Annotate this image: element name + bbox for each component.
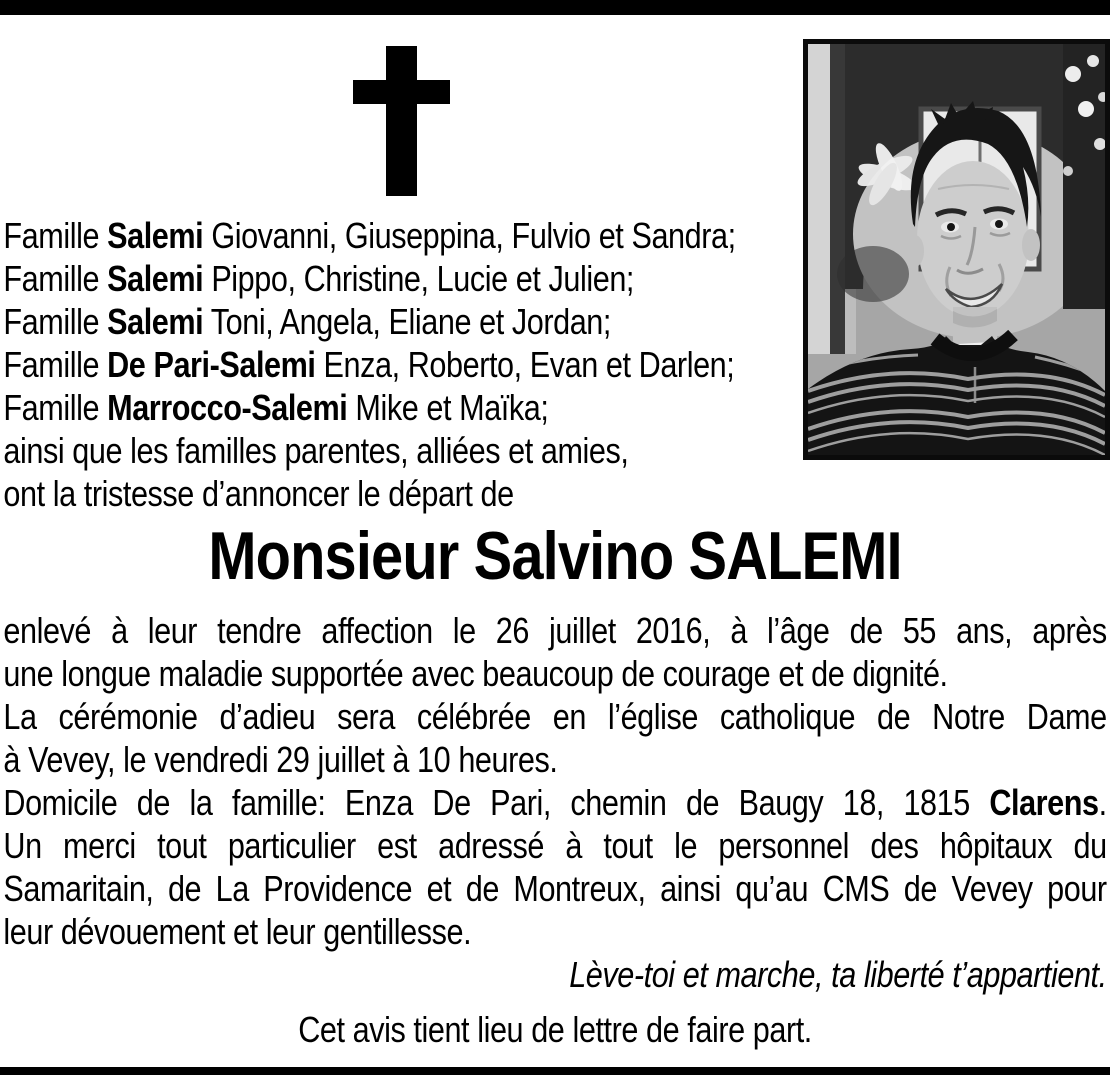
family-line-5 [3,386,1106,429]
deceased-name-title: Monsieur Salvino SALEMI [208,518,902,594]
bottom-border-bar [0,1067,1110,1075]
family-prefix: Famille [3,301,108,342]
domicile-place: Clarens [989,782,1099,823]
closing-line-2: ont la tristesse d’annoncer le départ de [3,473,514,514]
body-p4-line1: Un merci tout particulier est adressé à tout le personnel des hôpitaux du [3,825,1107,866]
family-name: De Pari-Salemi [107,344,316,385]
body-p1-line1: enlevé à leur tendre affection le 26 juillet 2016, à l’âge de 55 ans, après [3,610,1107,651]
body-p2-line1: La cérémonie d’adieu sera célébrée en l’église catholique de Notre Dame [3,696,1107,737]
top-border-bar [0,0,1110,15]
family-name: Marrocco-Salemi [107,387,348,428]
family-line-3 [3,300,1106,343]
body-p1-line2: une longue maladie supportée avec beaucoup de courage et de dignité. [3,653,948,694]
domicile-text: Domicile de la famille: Enza De Pari, chemin de Baugy 18, 1815 [3,782,990,823]
cross-horizontal-arm [353,80,450,104]
closing-line-1: ainsi que les familles parentes, alliées et amies, [3,430,629,471]
family-members: Toni, Angela, Eliane et Jordan; [203,301,611,342]
family-line-1 [3,214,1106,257]
cross-vertical-arm [386,46,417,196]
domicile-period: . [1098,782,1107,823]
announcement-text [0,214,1110,1051]
body-p4-line3: leur dévouement et leur gentillesse. [3,911,472,952]
farewell-notice: Cet avis tient lieu de lettre de faire part. [298,1009,812,1050]
family-prefix: Famille [3,344,108,385]
family-line-2 [3,257,1106,300]
memorial-quote: Lève-toi et marche, ta liberté t’appartient. [569,954,1107,995]
christian-cross-icon [353,46,450,196]
family-name: Salemi [107,301,204,342]
family-members: Mike et Maïka; [347,387,549,428]
body-p3-line1 [3,781,1106,824]
family-prefix: Famille [3,387,108,428]
body-p2-line2: à Vevey, le vendredi 29 juillet à 10 heures. [3,739,558,780]
family-name: Salemi [107,258,204,299]
family-members: Enza, Roberto, Evan et Darlen; [315,344,735,385]
family-members: Pippo, Christine, Lucie et Julien; [203,258,635,299]
family-prefix: Famille [3,258,108,299]
family-prefix: Famille [3,215,108,256]
family-name: Salemi [107,215,204,256]
family-members: Giovanni, Giuseppina, Fulvio et Sandra; [203,215,736,256]
family-line-4 [3,343,1106,386]
body-p4-line2: Samaritain, de La Providence et de Montreux, ainsi qu’au CMS de Vevey pour [3,868,1107,909]
